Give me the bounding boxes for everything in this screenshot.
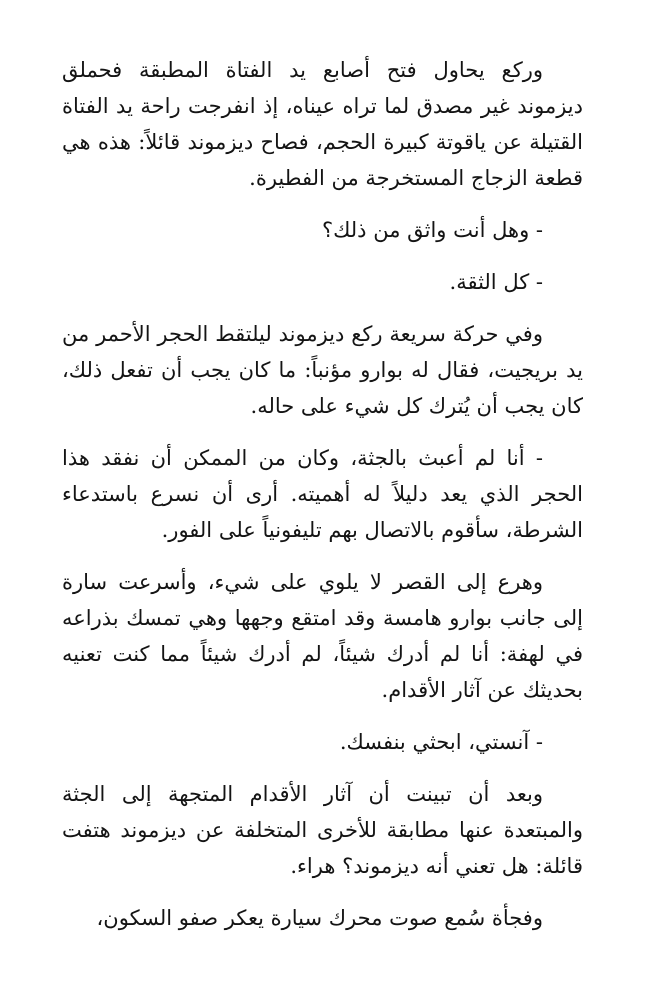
paragraph: وفجأة سُمع صوت محرك سيارة يعكر صفو السكون،: [96, 906, 543, 930]
dialogue-line: - كل الثقة.: [449, 270, 543, 294]
paragraph: وفي حركة سريعة ركع ديزموند ليلتقط الحجر الأحمر من يد بريجيت، فقال له بوارو مؤنباً: ما كان يجب أن تفعل ذلك، كان يجب أن يُترك كل شيء على حاله.: [62, 322, 583, 418]
dialogue-line: - آنستي، ابحثي بنفسك.: [339, 730, 543, 754]
dialogue-line: - وهل أنت واثق من ذلك؟: [321, 218, 543, 242]
paragraph: وهرع إلى القصر لا يلوي على شيء، وأسرعت سارة إلى جانب بوارو هامسة وقد امتقع وجهها وهي تمسك بذراعه في لهفة: أنا لم أدرك شيئاً، لم أدرك شيئاً مما كنت تعنيه بحديثك عن آثار الأقدام.: [62, 570, 583, 702]
dialogue-paragraph: - أنا لم أعبث بالجثة، وكان من الممكن أن نفقد هذا الحجر الذي يعد دليلاً له أهميته. أرى أن نسرع باستدعاء الشرطة، سأقوم بالاتصال بهم تليفونياً على الفور.: [62, 446, 583, 542]
paragraph: وبعد أن تبينت أن آثار الأقدام المتجهة إلى الجثة والمبتعدة عنها مطابقة للأخرى المتخلفة عن ديزموند هتفت قائلة: هل تعني أنه ديزموند؟ هراء.: [62, 782, 583, 878]
paragraph: وركع يحاول فتح أصابع يد الفتاة المطبقة فحملق ديزموند غير مصدق لما تراه عيناه، إذ انفرجت راحة يد الفتاة القتيلة عن ياقوتة كبيرة الحجم، فصاح ديزموند قائلاً: هذه هي قطعة الزجاج المستخرجة من الفطيرة.: [62, 58, 583, 190]
